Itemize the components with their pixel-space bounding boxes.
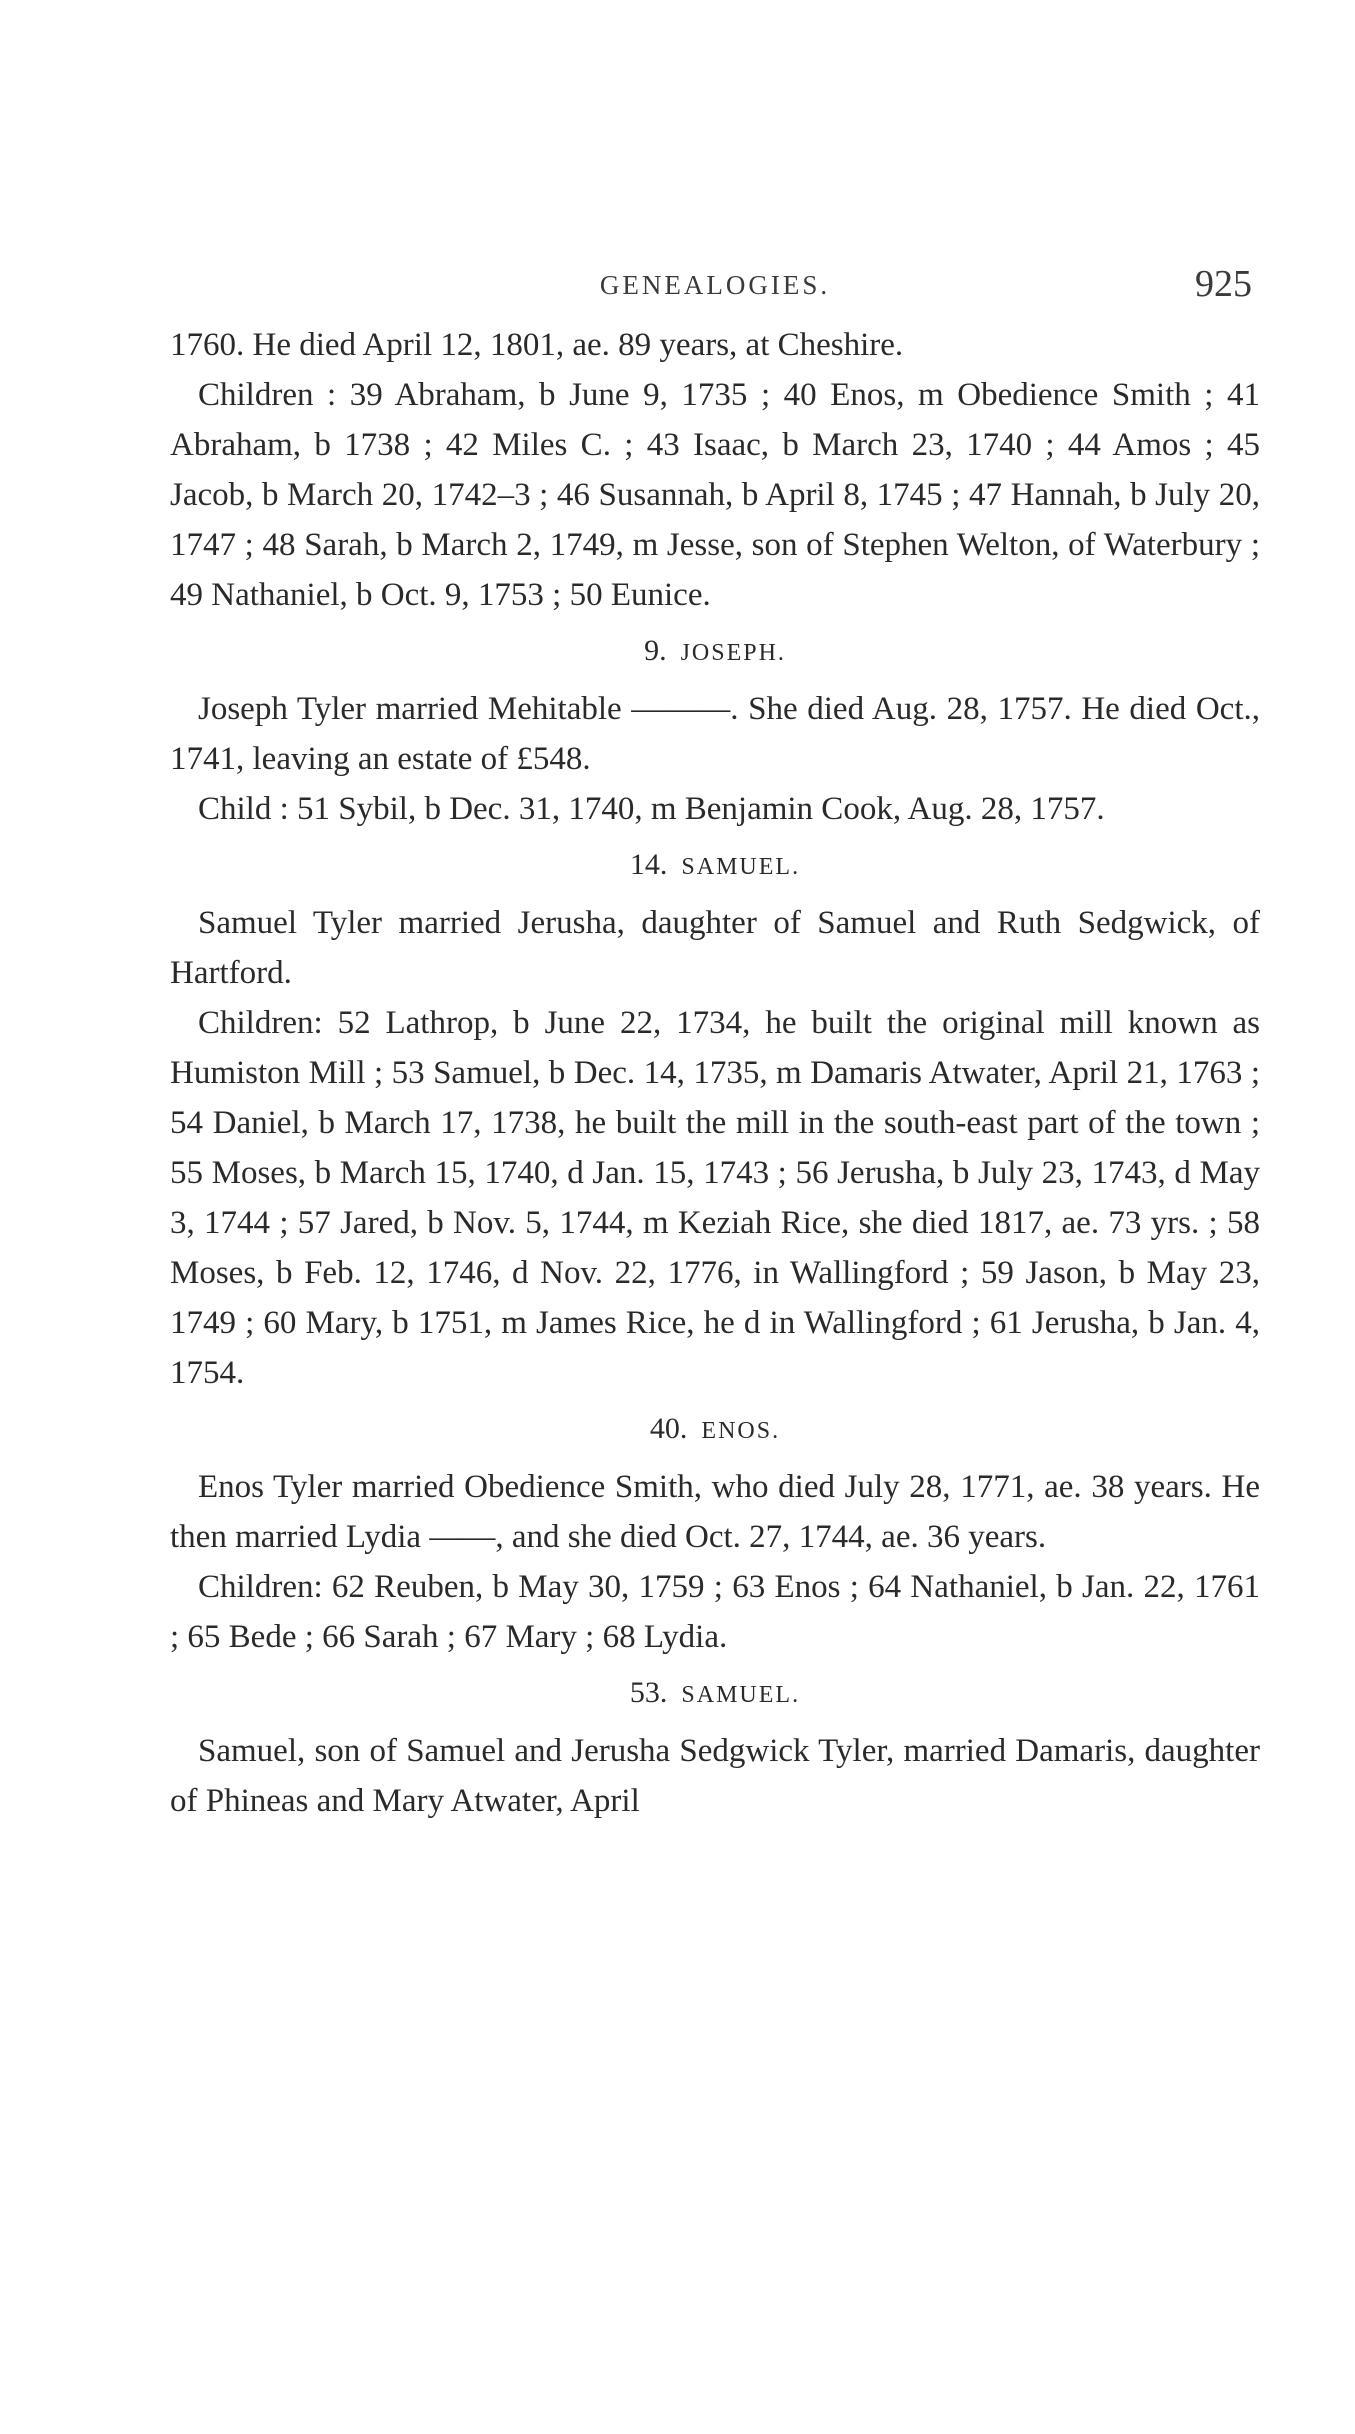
paragraph: Samuel, son of Samuel and Jerusha Sedgwick Tyler, married Damaris, daughter of Phineas and Mary Atwater, April (170, 1733, 1260, 1819)
paragraph: Samuel Tyler married Jerusha, daughter of Samuel and Ruth Sedgwick, of Hartford. (170, 905, 1260, 991)
section-heading-enos (170, 1410, 1260, 1450)
section-heading-joseph (170, 632, 1260, 672)
paragraph: Children: 52 Lathrop, b June 22, 1734, he built the original mill known as Humiston Mill ; 53 Samuel, b Dec. 14, 1735, m Damaris Atwater, April 21, 1763 ; 54 Daniel, b March 17, 1738, he built the mill in the south-east part of the town ; 55 Moses, b March 15, 1740, d Jan. 15, 1743 ; 56 Jerusha, b July 23, 1743, d May 3, 1744 ; 57 Jared, b Nov. 5, 1744, m Keziah Rice, she died 1817, ae. 73 yrs. ; 58 Moses, b Feb. 12, 1746, d Nov. 22, 1776, in Wallingford ; 59 Jason, b May 23, 1749 ; 60 Mary, b 1751, m James Rice, he d in Wallingford ; 61 Jerusha, b Jan. 4, 1754. (170, 1005, 1260, 1391)
section-name: JOSEPH. (680, 640, 786, 666)
book-page (170, 262, 1260, 1826)
paragraph: Joseph Tyler married Mehitable ———. She died Aug. 28, 1757. He died Oct., 1741, leaving an estate of £548. (170, 691, 1260, 777)
running-title: GENEALOGIES. (599, 270, 831, 300)
section-number: 9. (644, 634, 667, 667)
section-number: 53. (629, 1676, 668, 1709)
running-header (170, 262, 1260, 320)
section-number: 40. (649, 1412, 688, 1445)
body-text (170, 320, 1260, 1826)
section-name: SAMUEL. (681, 1682, 801, 1708)
paragraph-continued: 1760. He died April 12, 1801, ae. 89 years, at Cheshire. (170, 327, 904, 363)
section-heading-samuel (170, 846, 1260, 886)
paragraph: Enos Tyler married Obedience Smith, who died July 28, 1771, ae. 38 years. He then married Lydia ——, and she died Oct. 27, 1744, ae. 36 years. (170, 1469, 1260, 1555)
paragraph: Child : 51 Sybil, b Dec. 31, 1740, m Benjamin Cook, Aug. 28, 1757. (198, 791, 1105, 827)
section-name: SAMUEL. (681, 854, 801, 880)
section-heading-samuel-53 (170, 1674, 1260, 1714)
paragraph: Children: 62 Reuben, b May 30, 1759 ; 63 Enos ; 64 Nathaniel, b Jan. 22, 1761 ; 65 Bede ; 66 Sarah ; 67 Mary ; 68 Lydia. (170, 1569, 1260, 1655)
section-name: ENOS. (701, 1418, 781, 1444)
paragraph-children-list: Children : 39 Abraham, b June 9, 1735 ; 40 Enos, m Obedience Smith ; 41 Abraham, b 1738 ; 42 Miles C. ; 43 Isaac, b March 23, 1740 ; 44 Amos ; 45 Jacob, b March 20, 1742–3 ; 46 Susannah, b April 8, 1745 ; 47 Hannah, b July 20, 1747 ; 48 Sarah, b March 2, 1749, m Jesse, son of Stephen Welton, of Waterbury ; 49 Nathaniel, b Oct. 9, 1753 ; 50 Eunice. (170, 377, 1260, 613)
section-number: 14. (629, 848, 668, 881)
page-number: 925 (1195, 263, 1252, 305)
